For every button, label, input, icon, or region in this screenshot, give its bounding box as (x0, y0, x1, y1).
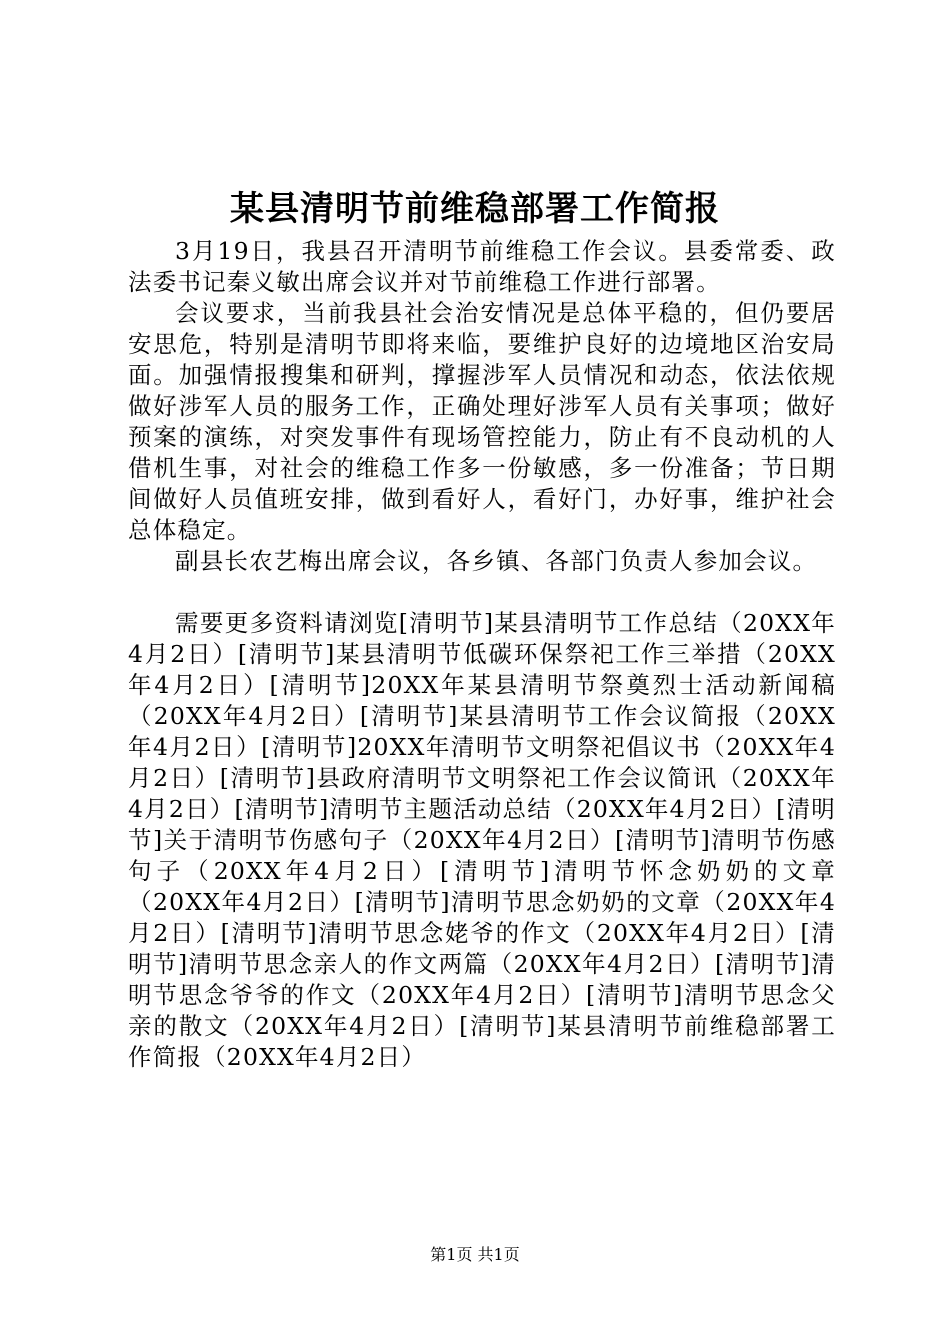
document-body (128, 236, 836, 1073)
paragraph-meeting-intro: 3月19日，我县召开清明节前维稳工作会议。县委常委、政法委书记秦义敏出席会议并对节前维稳工作进行部署。 (128, 237, 836, 296)
page-footer: 第1页 共1页 (430, 1245, 520, 1264)
paragraph-attendees: 副县长农艺梅出席会议，各乡镇、各部门负责人参加会议。 (175, 547, 818, 575)
paragraph-more-info: 需要更多资料请浏览[清明节]某县清明节工作总结（20XX年4月2日）[清明节]某县清明节低碳环保祭祀工作三举措（20XX年4月2日）[清明节]20XX年某县清明节祭奠烈士活动新闻稿（20XX年4月2日）[清明节]某县清明节工作会议简报（20XX年4月2日）[清明节]20XX年清明节文明祭祀倡议书（20XX年4月2日）[清明节]县政府清明节文明祭祀工作会议简讯（20XX年4月2日）[清明节]清明节主题活动总结（20XX年4月2日）[清明节]关于清明节伤感句子（20XX年4月2日）[清明节]清明节伤感句子（20XX年4月2日）[清明节]清明节怀念奶奶的文章（20XX年4月2日）[清明节]清明节思念奶奶的文章（20XX年4月2日）[清明节]清明节思念姥爷的作文（20XX年4月2日）[清明节]清明节思念亲人的作文两篇（20XX年4月2日）[清明节]清明节思念爷爷的作文（20XX年4月2日）[清明节]清明节思念父亲的散文（20XX年4月2日）[清明节]某县清明节前维稳部署工作简报（20XX年4月2日） (128, 609, 836, 1071)
paragraph-spacer (128, 577, 836, 608)
document-title: 某县清明节前维稳部署工作简报 (230, 189, 720, 229)
paragraph-meeting-requirements: 会议要求，当前我县社会治安情况是总体平稳的，但仍要居安思危，特别是清明节即将来临，要维护良好的边境地区治安局面。加强情报搜集和研判，撑握涉军人员情况和动态，依法依规做好涉军人员的服务工作，正确处理好涉军人员有关事项；做好预案的演练，对突发事件有现场管控能力，防止有不良动机的人借机生事，对社会的维稳工作多一份敏感，多一份准备；节日期间做好人员值班安排，做到看好人，看好门，办好事，维护社会总体稳定。 (128, 299, 836, 544)
